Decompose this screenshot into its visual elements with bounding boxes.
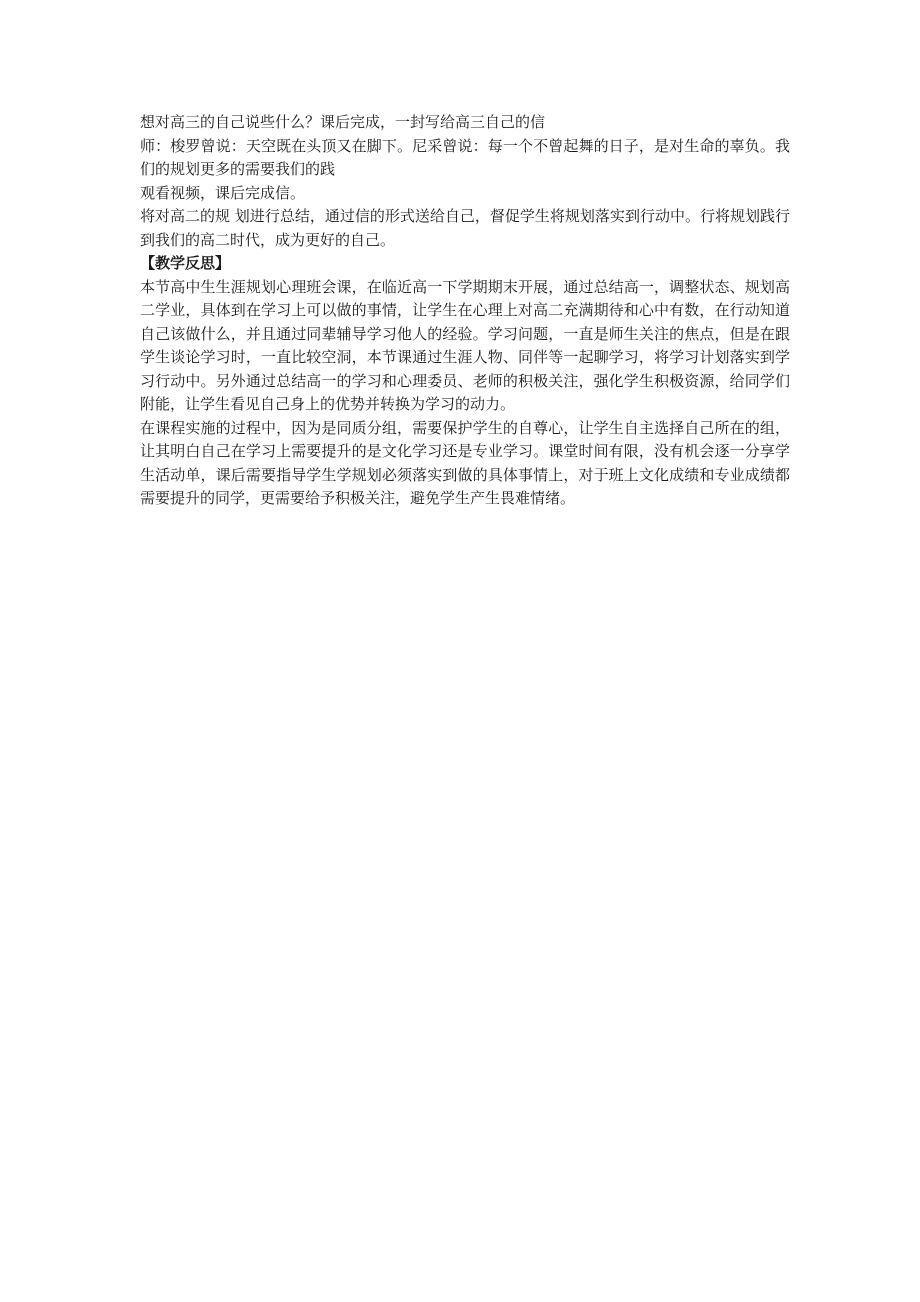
section-heading-reflection: 【教学反思】 [140, 254, 231, 272]
document-body [140, 111, 790, 511]
paragraph-reflection-2: 在课程实施的过程中，因为是同质分组，需要保护学生的自尊心，让学生自主选择自己所在的组，让其明白自己在学习上需要提升的是文化学习还是专业学习。课堂时间有限，没有机会逐一分享学生活动单，课后需要指导学生学规划必须落实到做的具体事情上，对于班上文化成绩和专业成绩都需要提升的同学，更需要给予积极关注，避免学生产生畏难情绪。 [140, 418, 790, 507]
paragraph-watch-video: 观看视频，课后完成信。 [140, 183, 306, 202]
paragraph-teacher-quote: 师：梭罗曾说：天空既在头顶又在脚下。尼采曾说：每一个不曾起舞的日子，是对生命的辜负。我们的规划更多的需要我们的践 [140, 136, 790, 178]
paragraph-summary: 将对高二的规 划进行总结，通过信的形式送给自己，督促学生将规划落实到行动中。行将规划践行到我们的高二时代，成为更好的自己。 [140, 207, 790, 249]
paragraph-letter-prompt: 想对高三的自己说些什么？课后完成，一封写给高三自己的信 [140, 113, 546, 131]
paragraph-reflection-1: 本节高中生生涯规划心理班会课，在临近高一下学期期末开展，通过总结高一，调整状态、规划高二学业，具体到在学习上可以做的事情，让学生在心理上对高二充满期待和心中有数，在行动知道自己该做什么，并且通过同辈辅导学习他人的经验。学习问题，一直是师生关注的焦点，但是在跟学生谈论学习时，一直比较空洞，本节课通过生涯人物、同伴等一起聊学习，将学习计划落实到学习行动中。另外通过总结高一的学习和心理委员、老师的积极关注，强化学生积极资源，给同学们附能，让学生看见自己身上的优势并转换为学习的动力。 [140, 277, 790, 413]
